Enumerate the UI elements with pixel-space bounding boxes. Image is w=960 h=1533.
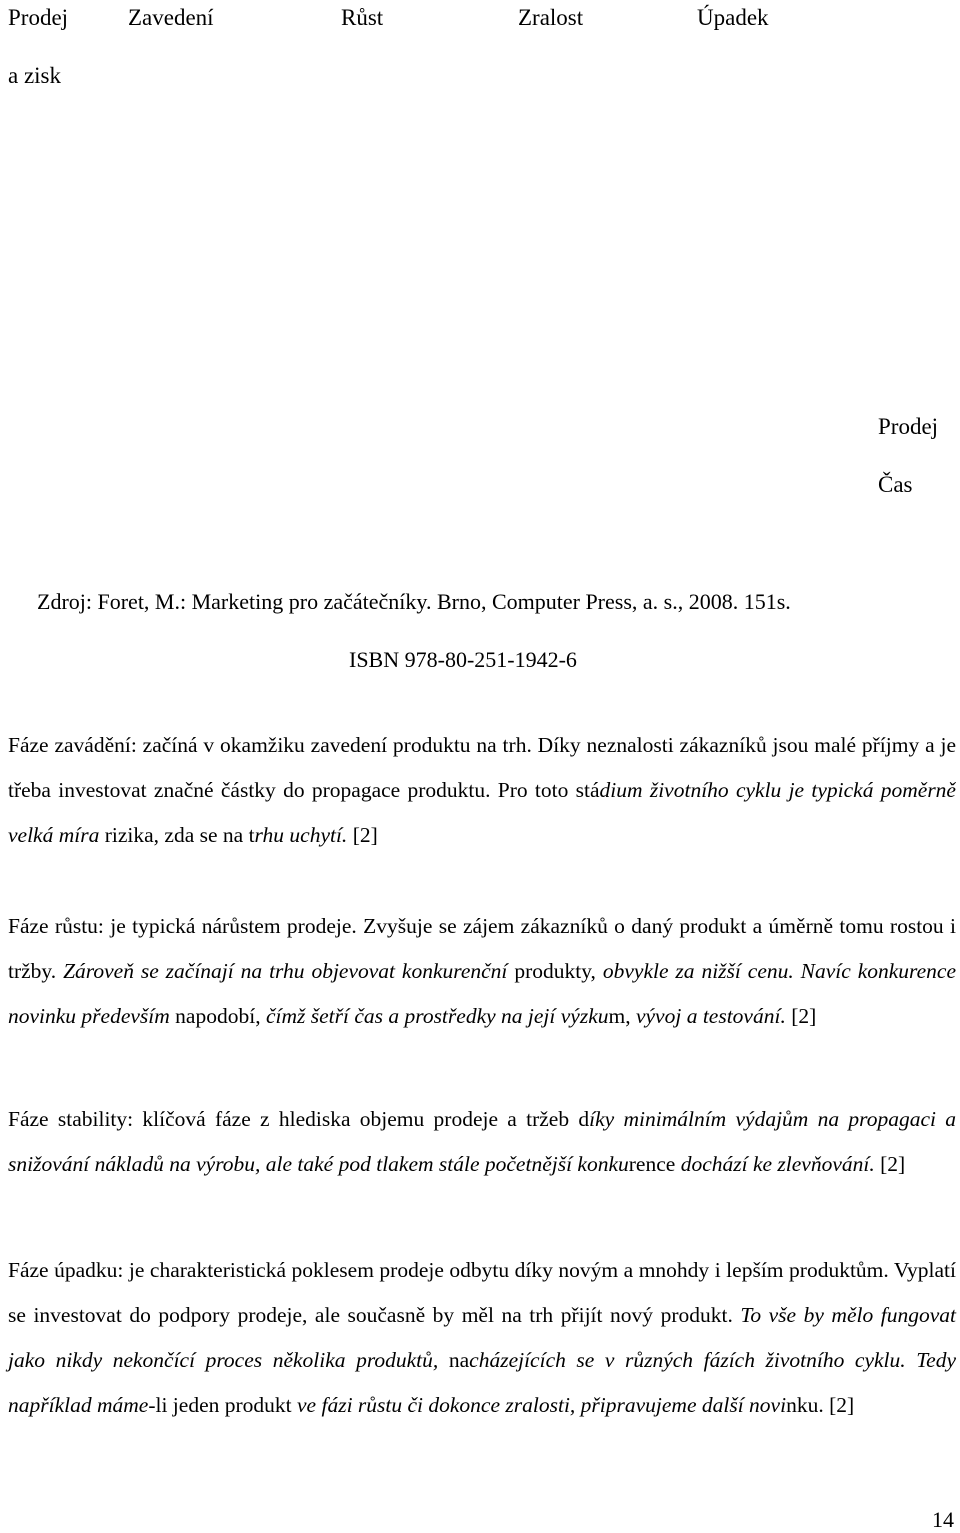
text-run: Fáze úpadku: je charakteristická poklesem prodeje odbytu díky novým a mnohdy i lepším produktům. Vyplatí se investovat do podpory prodeje, ale současně by měl na trh přijít nový produkt.	[8, 1258, 956, 1327]
text-run: rence	[628, 1152, 681, 1176]
figure-header-growth: Růst	[341, 5, 384, 30]
text-run: dium životního cyklu je typická poměrně velká míra	[8, 778, 956, 847]
figure-legend-time: Čas	[878, 472, 913, 497]
text-run: Zároveň se začínají na trhu objevovat konkurenční	[63, 959, 508, 983]
text-run: Fáze růstu: je typická nárůstem prodeje. Zvyšuje se zájem zákazníků o daný produkt a úměrně tomu rostou i tržby.	[8, 914, 956, 983]
text-run: íky minimálním výdajům na propagaci a snižování nákladů na výrobu, ale také pod tlakem stále početnější konku	[8, 1107, 956, 1176]
text-run: napodobí,	[169, 1004, 266, 1028]
text-run: obvykle za nižší cenu. Navíc konkurence novinku především	[8, 959, 957, 1028]
figure-source: Zdroj: Foret, M.: Marketing pro začátečníky. Brno, Computer Press, a. s., 2008. 151s.	[37, 589, 791, 614]
figure-header-introduction: Zavedení	[128, 5, 214, 30]
text-run: [2]	[874, 1152, 906, 1176]
text-run: -li jeden produkt	[148, 1393, 298, 1417]
text-run: rhu uchytí.	[254, 823, 348, 847]
paragraph-decline-phase	[8, 1248, 956, 1428]
page-number: 14	[932, 1507, 954, 1532]
figure-header-sales: Prodej	[8, 5, 69, 30]
figure-header-decline: Úpadek	[697, 5, 769, 30]
figure-header-subtitle: a zisk	[8, 63, 62, 88]
figure-legend-sales: Prodej	[878, 414, 939, 439]
figure-isbn: ISBN 978-80-251-1942-6	[349, 647, 577, 672]
text-run: Fáze stability: klíčová fáze z hlediska objemu prodeje a tržeb d	[8, 1107, 590, 1131]
text-run: Fáze zavádění: začíná v okamžiku zavedení produktu na trh. Díky neznalosti zákazníků jsou malé příjmy a je třeba investovat značné částky do propagace produktu. Pro toto stá	[8, 733, 956, 802]
text-run: m,	[608, 1004, 636, 1028]
figure-header-maturity: Zralost	[518, 5, 584, 30]
text-run: produkty,	[507, 959, 603, 983]
text-run: dochází ke zlevňování.	[680, 1152, 875, 1176]
text-run: vývoj a testování.	[635, 1004, 786, 1028]
text-run: To vše by mělo fungovat jako nikdy nekončící proces několika produktů,	[8, 1303, 956, 1372]
text-run: cházejících se v různých fázích životního cyklu. Tedy například máme	[8, 1348, 957, 1417]
text-run: na	[438, 1348, 470, 1372]
text-run: [2]	[785, 1004, 817, 1028]
text-run: nku. [2]	[786, 1393, 855, 1417]
text-run: ve fázi růstu či dokonce zralosti, připravujeme další novi	[297, 1393, 787, 1417]
paragraph-growth-phase	[8, 904, 956, 1039]
paragraph-introduction-phase	[8, 723, 956, 858]
paragraph-stability-phase	[8, 1097, 956, 1187]
text-run: rizika, zda se na t	[99, 823, 255, 847]
text-run: [2]	[347, 823, 378, 847]
text-run: čímž šetří čas a prostředky na její výzku	[265, 1004, 609, 1028]
